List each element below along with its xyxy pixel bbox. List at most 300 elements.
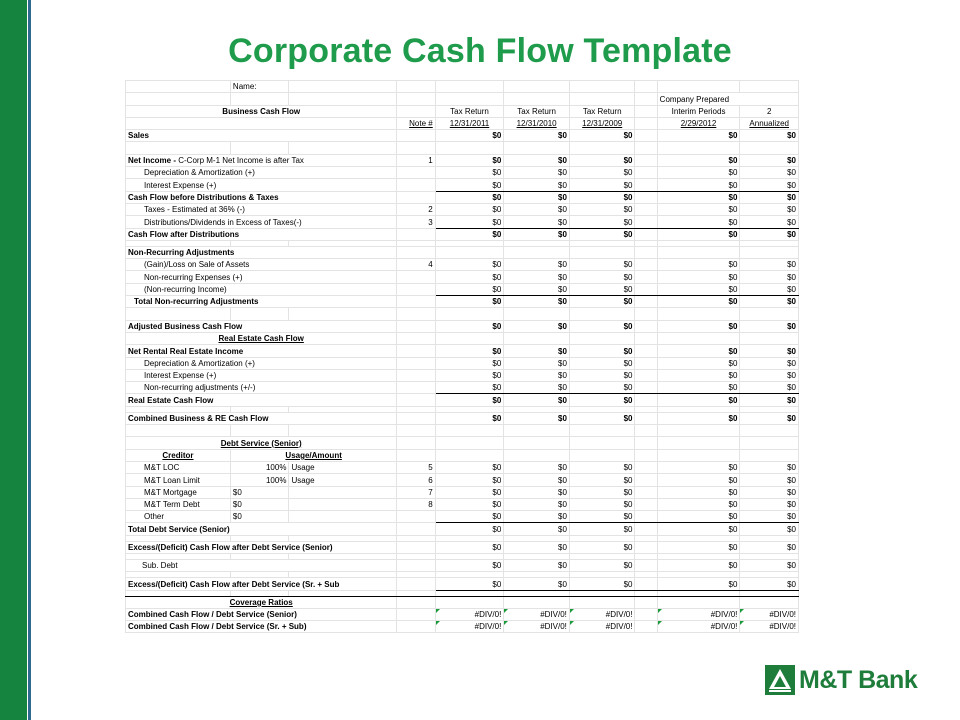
cash-flow-spreadsheet	[125, 80, 799, 633]
value-cell: $0	[569, 357, 635, 369]
sheet-row	[126, 228, 799, 240]
value-cell: $0	[657, 203, 740, 215]
value-cell: $0	[504, 382, 570, 394]
value-cell: $0	[569, 296, 635, 308]
value-cell: $0	[740, 216, 799, 228]
left-accent-bar	[0, 0, 27, 720]
value-cell: $0	[435, 167, 504, 179]
value-cell: $0	[740, 259, 799, 271]
sheet-cell	[289, 81, 397, 93]
value-cell: $0	[504, 320, 570, 332]
value-cell: $0	[740, 412, 799, 424]
sheet-cell	[397, 621, 435, 633]
note-cell	[397, 283, 435, 295]
interim-count: 2	[740, 105, 799, 117]
sheet-cell	[397, 596, 435, 608]
sheet-cell	[435, 425, 504, 437]
sheet-cell	[126, 117, 397, 129]
note-cell	[397, 382, 435, 394]
note-header: Note #	[397, 117, 435, 129]
div-cell: #DIV/0!	[504, 608, 570, 620]
creditor-usage	[289, 498, 397, 510]
section-header: Coverage Ratios	[126, 596, 397, 608]
creditor-header: Creditor	[126, 449, 231, 461]
div-cell: #DIV/0!	[569, 621, 635, 633]
value-cell: $0	[504, 154, 570, 166]
sheet-row	[126, 320, 799, 332]
sheet-cell	[126, 93, 231, 105]
sheet-cell	[435, 437, 504, 449]
value-cell: $0	[657, 511, 740, 523]
value-cell: $0	[504, 296, 570, 308]
sheet-cell	[569, 308, 635, 320]
sheet-cell	[504, 93, 570, 105]
spacer-cell	[635, 179, 657, 191]
value-cell: $0	[657, 259, 740, 271]
value-cell: $0	[657, 412, 740, 424]
value-cell: $0	[569, 382, 635, 394]
spacer-cell	[635, 203, 657, 215]
sheet-cell	[569, 246, 635, 258]
value-cell: $0	[569, 216, 635, 228]
value-cell: $0	[740, 271, 799, 283]
value-cell: $0	[740, 296, 799, 308]
note-cell	[397, 191, 435, 203]
value-cell: $0	[569, 486, 635, 498]
note-cell	[397, 511, 435, 523]
creditor-amount: 100%	[230, 474, 289, 486]
value-cell: $0	[657, 541, 740, 553]
value-cell: $0	[740, 203, 799, 215]
div-cell: #DIV/0!	[569, 608, 635, 620]
sheet-row	[126, 559, 799, 571]
sheet-cell	[289, 308, 397, 320]
sheet-cell	[569, 449, 635, 461]
sheet-cell	[657, 246, 740, 258]
sheet-cell	[289, 425, 397, 437]
value-cell: $0	[569, 578, 635, 590]
value-cell: $0	[657, 357, 740, 369]
section-header: Real Estate Cash Flow	[126, 332, 397, 344]
value-cell: $0	[740, 394, 799, 406]
sheet-cell	[504, 246, 570, 258]
value-cell: $0	[740, 461, 799, 473]
value-cell: $0	[657, 191, 740, 203]
mt-bank-logo	[765, 664, 935, 696]
value-cell: $0	[740, 191, 799, 203]
sheet-cell	[657, 596, 740, 608]
sheet-row	[126, 486, 799, 498]
value-cell: $0	[657, 578, 740, 590]
value-cell: $0	[657, 296, 740, 308]
sheet-cell	[289, 93, 397, 105]
row-label: Excess/(Deficit) Cash Flow after Debt Service (Sr. + Sub	[126, 578, 397, 590]
value-cell: $0	[435, 179, 504, 191]
row-label: Sales	[126, 130, 397, 142]
value-cell: $0	[504, 498, 570, 510]
sheet-cell	[397, 332, 435, 344]
value-cell: $0	[504, 228, 570, 240]
value-cell: $0	[569, 130, 635, 142]
sheet-cell	[740, 81, 799, 93]
value-cell: $0	[657, 498, 740, 510]
value-cell: $0	[569, 474, 635, 486]
value-cell: $0	[504, 369, 570, 381]
name-label: Name:	[230, 81, 289, 93]
sheet-cell	[635, 621, 657, 633]
creditor-name: Other	[126, 511, 231, 523]
value-cell: $0	[569, 511, 635, 523]
value-cell: $0	[740, 486, 799, 498]
sheet-cell	[635, 142, 657, 154]
value-cell: $0	[657, 228, 740, 240]
sheet-row	[126, 167, 799, 179]
row-label: Excess/(Deficit) Cash Flow after Debt Service (Senior)	[126, 541, 397, 553]
creditor-name: M&T Loan Limit	[126, 474, 231, 486]
sheet-row	[126, 608, 799, 620]
row-label: Cash Flow after Distributions	[126, 228, 397, 240]
sheet-cell	[635, 332, 657, 344]
sheet-row	[126, 412, 799, 424]
spacer-cell	[635, 394, 657, 406]
sheet-cell	[397, 105, 435, 117]
sheet-cell	[230, 93, 289, 105]
sheet-row	[126, 271, 799, 283]
sheet-cell	[504, 332, 570, 344]
value-cell: $0	[435, 498, 504, 510]
value-cell: $0	[569, 345, 635, 357]
value-cell: $0	[435, 559, 504, 571]
spacer-cell	[635, 559, 657, 571]
sheet-row	[126, 369, 799, 381]
row-label: Adjusted Business Cash Flow	[126, 320, 397, 332]
value-cell: $0	[569, 283, 635, 295]
row-label: Combined Business & RE Cash Flow	[126, 412, 397, 424]
value-cell: $0	[435, 191, 504, 203]
spacer-cell	[635, 345, 657, 357]
spacer-cell	[635, 412, 657, 424]
value-cell: $0	[504, 167, 570, 179]
value-cell: $0	[569, 259, 635, 271]
note-cell	[397, 394, 435, 406]
value-cell: $0	[740, 474, 799, 486]
note-cell	[397, 559, 435, 571]
sheet-cell	[740, 596, 799, 608]
value-cell: $0	[504, 216, 570, 228]
note-cell	[397, 320, 435, 332]
value-cell: $0	[435, 203, 504, 215]
sheet-row	[126, 105, 799, 117]
creditor-name: M&T Mortgage	[126, 486, 231, 498]
sheet-cell	[397, 425, 435, 437]
sheet-row	[126, 382, 799, 394]
sheet-cell	[657, 425, 740, 437]
sheet-row	[126, 142, 799, 154]
value-cell: $0	[504, 271, 570, 283]
sheet-cell	[435, 246, 504, 258]
note-cell	[397, 296, 435, 308]
sheet-cell	[635, 93, 657, 105]
value-cell: $0	[657, 559, 740, 571]
sheet-cell	[569, 81, 635, 93]
value-cell: $0	[740, 498, 799, 510]
value-cell: $0	[435, 357, 504, 369]
annualized-header: Annualized	[740, 117, 799, 129]
spacer-cell	[635, 167, 657, 179]
value-cell: $0	[504, 461, 570, 473]
sheet-cell	[569, 425, 635, 437]
row-label: Real Estate Cash Flow	[126, 394, 397, 406]
spacer-cell	[635, 486, 657, 498]
mt-bank-logo-text: M&T Bank	[799, 666, 918, 694]
sheet-row	[126, 203, 799, 215]
sheet-row	[126, 357, 799, 369]
value-cell: $0	[569, 461, 635, 473]
value-cell: $0	[435, 486, 504, 498]
value-cell: $0	[504, 559, 570, 571]
sheet-cell	[435, 449, 504, 461]
sheet-cell	[504, 81, 570, 93]
value-cell: $0	[740, 382, 799, 394]
value-cell: $0	[569, 271, 635, 283]
sheet-cell	[635, 596, 657, 608]
date-header: 12/31/2009	[569, 117, 635, 129]
value-cell: $0	[569, 412, 635, 424]
value-cell: $0	[435, 511, 504, 523]
value-cell: $0	[740, 541, 799, 553]
sheet-row	[126, 296, 799, 308]
value-cell: $0	[435, 394, 504, 406]
value-cell: $0	[435, 382, 504, 394]
spacer-cell	[635, 259, 657, 271]
value-cell: $0	[435, 412, 504, 424]
sheet-cell	[635, 81, 657, 93]
sheet-cell	[635, 608, 657, 620]
sheet-row	[126, 437, 799, 449]
sheet-cell	[740, 425, 799, 437]
div-cell: #DIV/0!	[435, 608, 504, 620]
sheet-cell	[289, 142, 397, 154]
sheet-cell	[657, 437, 740, 449]
note-cell: 1	[397, 154, 435, 166]
value-cell: $0	[569, 498, 635, 510]
value-cell: $0	[504, 345, 570, 357]
sheet-cell	[126, 308, 231, 320]
value-cell: $0	[435, 296, 504, 308]
value-cell: $0	[435, 154, 504, 166]
value-cell: $0	[657, 394, 740, 406]
sheet-row	[126, 596, 799, 608]
sheet-cell	[435, 596, 504, 608]
interim-periods-label: Interim Periods	[657, 105, 740, 117]
note-cell: 5	[397, 461, 435, 473]
value-cell: $0	[740, 559, 799, 571]
value-cell: $0	[435, 461, 504, 473]
sheet-cell	[740, 308, 799, 320]
sheet-cell	[504, 142, 570, 154]
company-prepared-label: Company Prepared	[657, 93, 798, 105]
value-cell: $0	[569, 394, 635, 406]
value-cell: $0	[504, 474, 570, 486]
sheet-cell	[435, 93, 504, 105]
note-cell: 8	[397, 498, 435, 510]
spacer-cell	[635, 228, 657, 240]
creditor-usage: Usage	[289, 461, 397, 473]
div-cell: #DIV/0!	[657, 608, 740, 620]
value-cell: $0	[504, 412, 570, 424]
value-cell: $0	[740, 511, 799, 523]
sheet-cell	[657, 332, 740, 344]
sheet-cell	[569, 437, 635, 449]
spacer-cell	[635, 461, 657, 473]
value-cell: $0	[657, 382, 740, 394]
value-cell: $0	[740, 283, 799, 295]
sheet-row	[126, 308, 799, 320]
sheet-row	[126, 332, 799, 344]
sheet-row	[126, 283, 799, 295]
sheet-cell	[504, 425, 570, 437]
sheet-cell	[435, 332, 504, 344]
value-cell: $0	[435, 320, 504, 332]
creditor-amount: $0	[230, 511, 289, 523]
spacer-cell	[635, 130, 657, 142]
creditor-usage	[289, 486, 397, 498]
note-cell	[397, 541, 435, 553]
row-label: Total Non-recurring Adjustments	[126, 296, 397, 308]
div-cell: #DIV/0!	[740, 621, 799, 633]
sheet-cell	[569, 93, 635, 105]
note-cell	[397, 130, 435, 142]
value-cell: $0	[435, 283, 504, 295]
value-cell: $0	[504, 259, 570, 271]
sheet-cell	[435, 81, 504, 93]
value-cell: $0	[657, 523, 740, 535]
value-cell: $0	[435, 271, 504, 283]
row-label: Depreciation & Amortization (+)	[126, 167, 397, 179]
row-label: Non-Recurring Adjustments	[126, 246, 397, 258]
value-cell: $0	[435, 216, 504, 228]
value-cell: $0	[435, 474, 504, 486]
row-label: Interest Expense (+)	[126, 369, 397, 381]
sheet-row	[126, 474, 799, 486]
sheet-cell	[569, 142, 635, 154]
row-label: (Gain)/Loss on Sale of Assets	[126, 259, 397, 271]
value-cell: $0	[504, 523, 570, 535]
sheet-cell	[740, 437, 799, 449]
div-cell: #DIV/0!	[504, 621, 570, 633]
value-cell: $0	[504, 486, 570, 498]
sheet-cell	[635, 308, 657, 320]
note-cell: 7	[397, 486, 435, 498]
value-cell: $0	[740, 228, 799, 240]
sheet-cell	[397, 308, 435, 320]
sheet-cell	[504, 308, 570, 320]
value-cell: $0	[504, 511, 570, 523]
sheet-cell	[635, 105, 657, 117]
sheet-cell	[504, 596, 570, 608]
tax-return-label: Tax Return	[569, 105, 635, 117]
mt-bank-logo-icon	[765, 665, 795, 695]
value-cell: $0	[740, 345, 799, 357]
value-cell: $0	[569, 191, 635, 203]
value-cell: $0	[504, 179, 570, 191]
sheet-cell	[126, 142, 231, 154]
sheet-cell	[657, 81, 740, 93]
sheet-row	[126, 81, 799, 93]
value-cell: $0	[435, 345, 504, 357]
sheet-row	[126, 461, 799, 473]
sheet-row	[126, 578, 799, 590]
note-cell	[397, 167, 435, 179]
sheet-cell	[504, 437, 570, 449]
value-cell: $0	[504, 541, 570, 553]
spacer-cell	[635, 523, 657, 535]
value-cell: $0	[657, 130, 740, 142]
value-cell: $0	[657, 271, 740, 283]
creditor-amount: $0	[230, 498, 289, 510]
sheet-cell	[230, 142, 289, 154]
row-label: (Non-recurring Income)	[126, 283, 397, 295]
sheet-cell	[657, 142, 740, 154]
sheet-cell	[569, 332, 635, 344]
note-cell	[397, 412, 435, 424]
sheet-row	[126, 394, 799, 406]
note-cell	[397, 523, 435, 535]
sheet-row	[126, 523, 799, 535]
row-label: Depreciation & Amortization (+)	[126, 357, 397, 369]
value-cell: $0	[569, 167, 635, 179]
note-cell	[397, 345, 435, 357]
sheet-row	[126, 511, 799, 523]
sheet-cell	[569, 596, 635, 608]
spacer-cell	[635, 474, 657, 486]
value-cell: $0	[569, 203, 635, 215]
sheet-cell	[435, 308, 504, 320]
value-cell: $0	[740, 154, 799, 166]
value-cell: $0	[569, 228, 635, 240]
sheet-cell	[435, 142, 504, 154]
value-cell: $0	[657, 154, 740, 166]
value-cell: $0	[504, 357, 570, 369]
section-header: Debt Service (Senior)	[126, 437, 397, 449]
value-cell: $0	[657, 320, 740, 332]
value-cell: $0	[435, 523, 504, 535]
sheet-cell	[397, 93, 435, 105]
spacer-cell	[635, 541, 657, 553]
note-cell	[397, 228, 435, 240]
sheet-row	[126, 246, 799, 258]
value-cell: $0	[657, 461, 740, 473]
value-cell: $0	[435, 130, 504, 142]
sheet-row	[126, 191, 799, 203]
sheet-row	[126, 345, 799, 357]
row-label: Net Rental Real Estate Income	[126, 345, 397, 357]
spacer-cell	[635, 498, 657, 510]
sheet-cell	[635, 425, 657, 437]
note-cell: 2	[397, 203, 435, 215]
creditor-name: M&T LOC	[126, 461, 231, 473]
value-cell: $0	[740, 167, 799, 179]
creditor-usage	[289, 511, 397, 523]
business-cash-flow-header: Business Cash Flow	[126, 105, 397, 117]
value-cell: $0	[740, 369, 799, 381]
date-header: 12/31/2011	[435, 117, 504, 129]
spacer-cell	[635, 216, 657, 228]
spacer-cell	[635, 320, 657, 332]
row-label: Net Income - C-Corp M-1 Net Income is after Tax	[126, 154, 397, 166]
creditor-amount: 100%	[230, 461, 289, 473]
row-label: Sub. Debt	[126, 559, 397, 571]
